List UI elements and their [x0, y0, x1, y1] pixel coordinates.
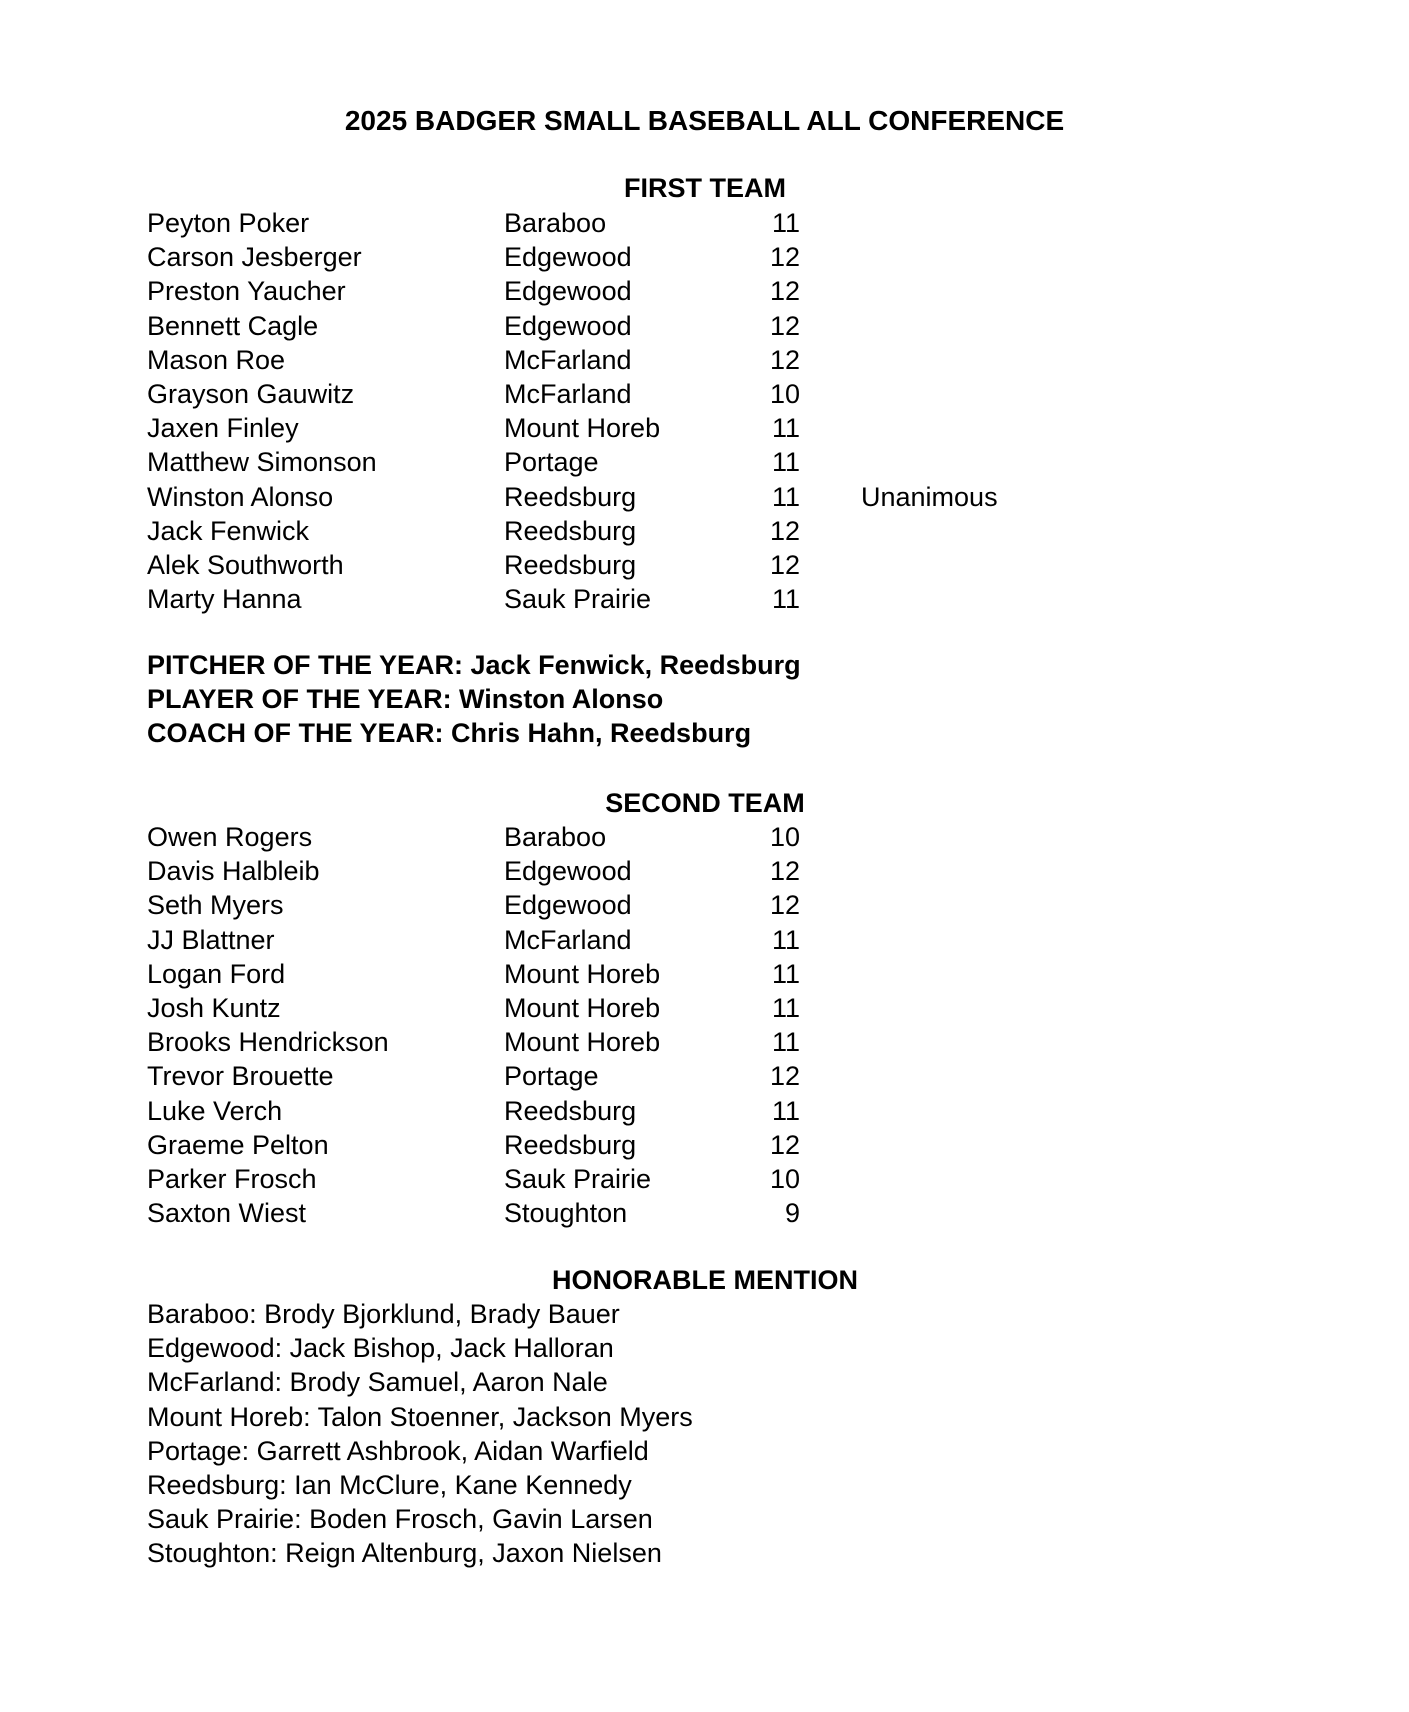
player-grade: 11: [771, 481, 800, 512]
player-school: Reedsburg: [504, 1095, 637, 1126]
player-school: Edgewood: [504, 242, 632, 273]
player-school: McFarland: [504, 924, 632, 955]
document-title: 2025 BADGER SMALL BASEBALL ALL CONFERENCE: [344, 105, 1065, 136]
player-grade: 11: [771, 584, 800, 615]
player-school: McFarland: [504, 344, 632, 375]
player-school: Reedsburg: [504, 515, 637, 546]
player-grade: 12: [769, 242, 800, 273]
player-name: Bennett Cagle: [147, 310, 319, 341]
second-team-heading: SECOND TEAM: [605, 788, 805, 818]
player-grade: 12: [769, 310, 800, 341]
second-team-list: [147, 820, 1247, 1230]
player-grade: 11: [771, 413, 800, 444]
player-school: Mount Horeb: [504, 958, 661, 989]
honorable-mention-list: [147, 1297, 693, 1571]
player-name: Winston Alonso: [147, 481, 334, 512]
player-name: Seth Myers: [147, 890, 284, 921]
player-school: Edgewood: [504, 856, 632, 887]
player-name: Parker Frosch: [147, 1163, 317, 1194]
player-row: [147, 1196, 1247, 1230]
player-grade: 11: [771, 1027, 800, 1058]
player-school: Baraboo: [504, 822, 607, 852]
honorable-mention-item: Baraboo: Brody Bjorklund, Brady Bauer: [147, 1299, 620, 1329]
honorable-mention-item: Edgewood: Jack Bishop, Jack Halloran: [147, 1333, 614, 1364]
first-team-heading: FIRST TEAM: [624, 173, 786, 203]
player-row: [147, 445, 1247, 479]
player-name: Jack Fenwick: [147, 515, 310, 546]
player-row: [147, 820, 1247, 854]
player-note: Unanimous: [861, 481, 998, 512]
player-grade: 12: [769, 1129, 800, 1160]
player-grade: 9: [784, 1198, 800, 1229]
player-name: Brooks Hendrickson: [147, 1027, 389, 1058]
player-row: [147, 582, 1247, 616]
player-name: Mason Roe: [147, 344, 286, 375]
player-grade: 12: [769, 344, 800, 375]
player-school: Mount Horeb: [504, 992, 661, 1023]
player-grade: 12: [769, 856, 800, 887]
player-name: Owen Rogers: [147, 822, 313, 852]
player-grade: 10: [769, 1163, 800, 1194]
player-school: Stoughton: [504, 1198, 628, 1229]
player-row: [147, 1059, 1247, 1093]
player-row: [147, 957, 1247, 991]
player-school: McFarland: [504, 378, 632, 409]
honorable-mention-item: Mount Horeb: Talon Stoenner, Jackson Myers: [147, 1401, 693, 1432]
player-row: [147, 377, 1247, 411]
player-grade: 12: [769, 549, 800, 580]
player-grade: 12: [769, 1061, 800, 1092]
player-name: Peyton Poker: [147, 208, 310, 238]
player-school: Mount Horeb: [504, 1027, 661, 1058]
player-name: Grayson Gauwitz: [147, 378, 355, 409]
player-school: Reedsburg: [504, 549, 637, 580]
player-row: [147, 1128, 1247, 1162]
honorable-mention-item: Reedsburg: Ian McClure, Kane Kennedy: [147, 1469, 632, 1500]
player-row: [147, 1025, 1247, 1059]
player-row: [147, 343, 1247, 377]
player-row: [147, 274, 1247, 308]
honorable-mention-item: McFarland: Brody Samuel, Aaron Nale: [147, 1367, 608, 1398]
player-row: [147, 548, 1247, 582]
player-school: Edgewood: [504, 276, 632, 307]
player-name: Trevor Brouette: [147, 1061, 334, 1092]
player-school: Sauk Prairie: [504, 584, 652, 615]
player-grade: 12: [769, 515, 800, 546]
player-name: JJ Blattner: [147, 924, 275, 955]
player-name: Logan Ford: [147, 958, 286, 989]
player-row: [147, 309, 1247, 343]
player-name: Matthew Simonson: [147, 447, 377, 478]
player-row: [147, 1094, 1247, 1128]
player-row: [147, 1162, 1247, 1196]
player-grade: 11: [771, 924, 800, 955]
player-name: Alek Southworth: [147, 549, 344, 580]
player-name: Jaxen Finley: [147, 413, 299, 444]
player-grade: 10: [769, 378, 800, 409]
player-grade: 11: [771, 958, 800, 989]
player-name: Josh Kuntz: [147, 992, 281, 1023]
player-name: Graeme Pelton: [147, 1129, 329, 1160]
player-grade: 11: [771, 992, 800, 1023]
player-row: [147, 514, 1247, 548]
player-row: [147, 888, 1247, 922]
player-grade: 11: [771, 208, 800, 238]
player-name: Carson Jesberger: [147, 242, 362, 273]
player-grade: 11: [771, 1095, 800, 1126]
player-school: Portage: [504, 1061, 599, 1092]
player-row: [147, 854, 1247, 888]
player-name: Saxton Wiest: [147, 1198, 307, 1229]
player-name: Preston Yaucher: [147, 276, 346, 307]
player-school: Mount Horeb: [504, 413, 661, 444]
honorable-mention-item: Portage: Garrett Ashbrook, Aidan Warfield: [147, 1435, 649, 1466]
player-grade: 11: [771, 447, 800, 478]
player-row: [147, 923, 1247, 957]
player-school: Baraboo: [504, 208, 607, 238]
pitcher-of-the-year: PITCHER OF THE YEAR: Jack Fenwick, Reedsburg: [147, 650, 801, 680]
player-name: Marty Hanna: [147, 584, 302, 615]
player-school: Edgewood: [504, 310, 632, 341]
player-school: Reedsburg: [504, 1129, 637, 1160]
first-team-list: [147, 206, 1247, 616]
awards-section: [147, 648, 801, 751]
player-school: Edgewood: [504, 890, 632, 921]
player-name: Luke Verch: [147, 1095, 283, 1126]
honorable-mention-heading: HONORABLE MENTION: [552, 1265, 858, 1295]
player-row: [147, 240, 1247, 274]
honorable-mention-item: Stoughton: Reign Altenburg, Jaxon Nielsen: [147, 1538, 662, 1569]
player-school: Sauk Prairie: [504, 1163, 652, 1194]
player-row: [147, 411, 1247, 445]
player-row: [147, 480, 1247, 514]
player-school: Reedsburg: [504, 481, 637, 512]
player-name: Davis Halbleib: [147, 856, 320, 887]
coach-of-the-year: COACH OF THE YEAR: Chris Hahn, Reedsburg: [147, 718, 752, 749]
player-grade: 12: [769, 890, 800, 921]
player-row: [147, 206, 1247, 240]
player-of-the-year: PLAYER OF THE YEAR: Winston Alonso: [147, 684, 664, 715]
player-grade: 12: [769, 276, 800, 307]
player-row: [147, 991, 1247, 1025]
player-school: Portage: [504, 447, 599, 478]
honorable-mention-item: Sauk Prairie: Boden Frosch, Gavin Larsen: [147, 1504, 653, 1535]
player-grade: 10: [769, 822, 800, 852]
